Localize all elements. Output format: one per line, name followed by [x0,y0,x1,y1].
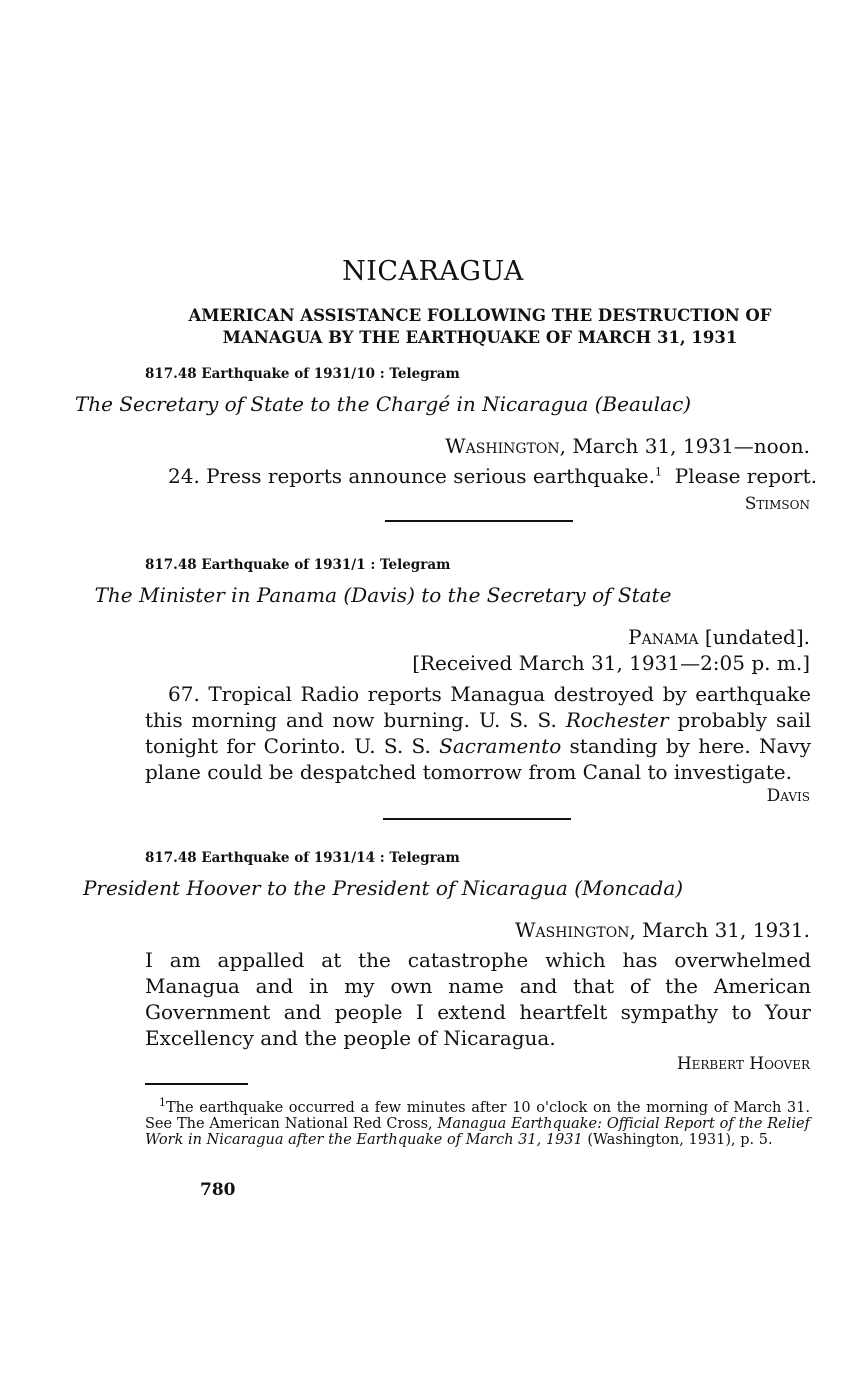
ship-name-sacramento: Sacramento [439,734,562,758]
country-heading: NICARAGUA [342,256,524,287]
doc2-dateline [628,625,810,649]
doc2-text-a: 67. Tropical Radio reports Managua destroyed by earthquake this morning and now burning. U. S. S. [145,682,811,732]
doc2-date: [undated]. [698,625,810,649]
doc3-dateline [515,918,810,942]
doc3-title: President Hoover to the President of Nicaragua (Moncada) [82,876,684,900]
doc1-title: The Secretary of State to the Chargé in Nicaragua (Beaulac) [74,392,692,416]
doc1-file-number: 817.48 Earthquake of 1931/10 : Telegram [145,366,460,382]
page-number: 780 [200,1180,236,1200]
footnote-text-a: The earthquake occurred a few minutes after 10 o'clock on the morning of March 31. See The American National Red Cross, [145,1100,810,1132]
doc1-text-after: Please report. [662,464,817,488]
doc3-text: I am appalled at the catastrophe which has overwhelmed Managua and in my own name and that of the American Government and people I extend heartfelt sympathy to Your Excellency and the people of Nicaragua. [145,948,811,1050]
footnote-text-b: (Washington, 1931), p. 5. [582,1132,773,1148]
doc3-signature: Herbert Hoover [676,1054,810,1074]
footnote-report-title: Managua Earthquake: Official Report of the Relief Work in Nicaragua after the Earthquake of March 31, 1931 [145,1116,810,1148]
doc2-text [145,681,811,785]
doc3-place: Washington [514,918,630,942]
doc2-title: The Minister in Panama (Davis) to the Secretary of State [94,583,672,607]
doc1-text [168,464,833,488]
doc1-place: Washington [445,434,560,458]
doc1-date: , March 31, 1931—noon. [559,434,810,458]
doc2-received: [Received March 31, 1931—2:05 p. m.] [412,651,810,675]
section-heading-line-1: AMERICAN ASSISTANCE FOLLOWING THE DESTRUCTION OF [188,306,772,325]
section-heading-line-2: MANAGUA BY THE EARTHQUAKE OF MARCH 31, 1931 [222,328,738,347]
doc2-text-c: standing by here. Navy plane could be despatched tomorrow from Canal to investigate. [145,734,811,784]
doc2-signature: Davis [766,786,810,806]
divider-rule [383,818,571,820]
doc2-file-number: 817.48 Earthquake of 1931/1 : Telegram [145,557,451,573]
divider-rule [385,520,573,522]
doc2-text-b: probably sail tonight for Corinto. U. S. S. [145,708,811,758]
doc3-file-number: 817.48 Earthquake of 1931/14 : Telegram [145,850,460,866]
doc3-date: , March 31, 1931. [629,918,810,942]
ship-name-rochester: Rochester [565,708,669,732]
footnote-mark: 1 [159,1096,166,1110]
footnote-ref: 1 [655,465,663,479]
doc1-dateline [445,434,810,458]
doc1-text-main: 24. Press reports announce serious earthquake. [168,464,656,488]
doc2-place: Panama [628,625,699,649]
footnote-rule [145,1083,248,1085]
doc1-signature: Stimson [744,494,810,514]
footnote [145,1096,810,1148]
